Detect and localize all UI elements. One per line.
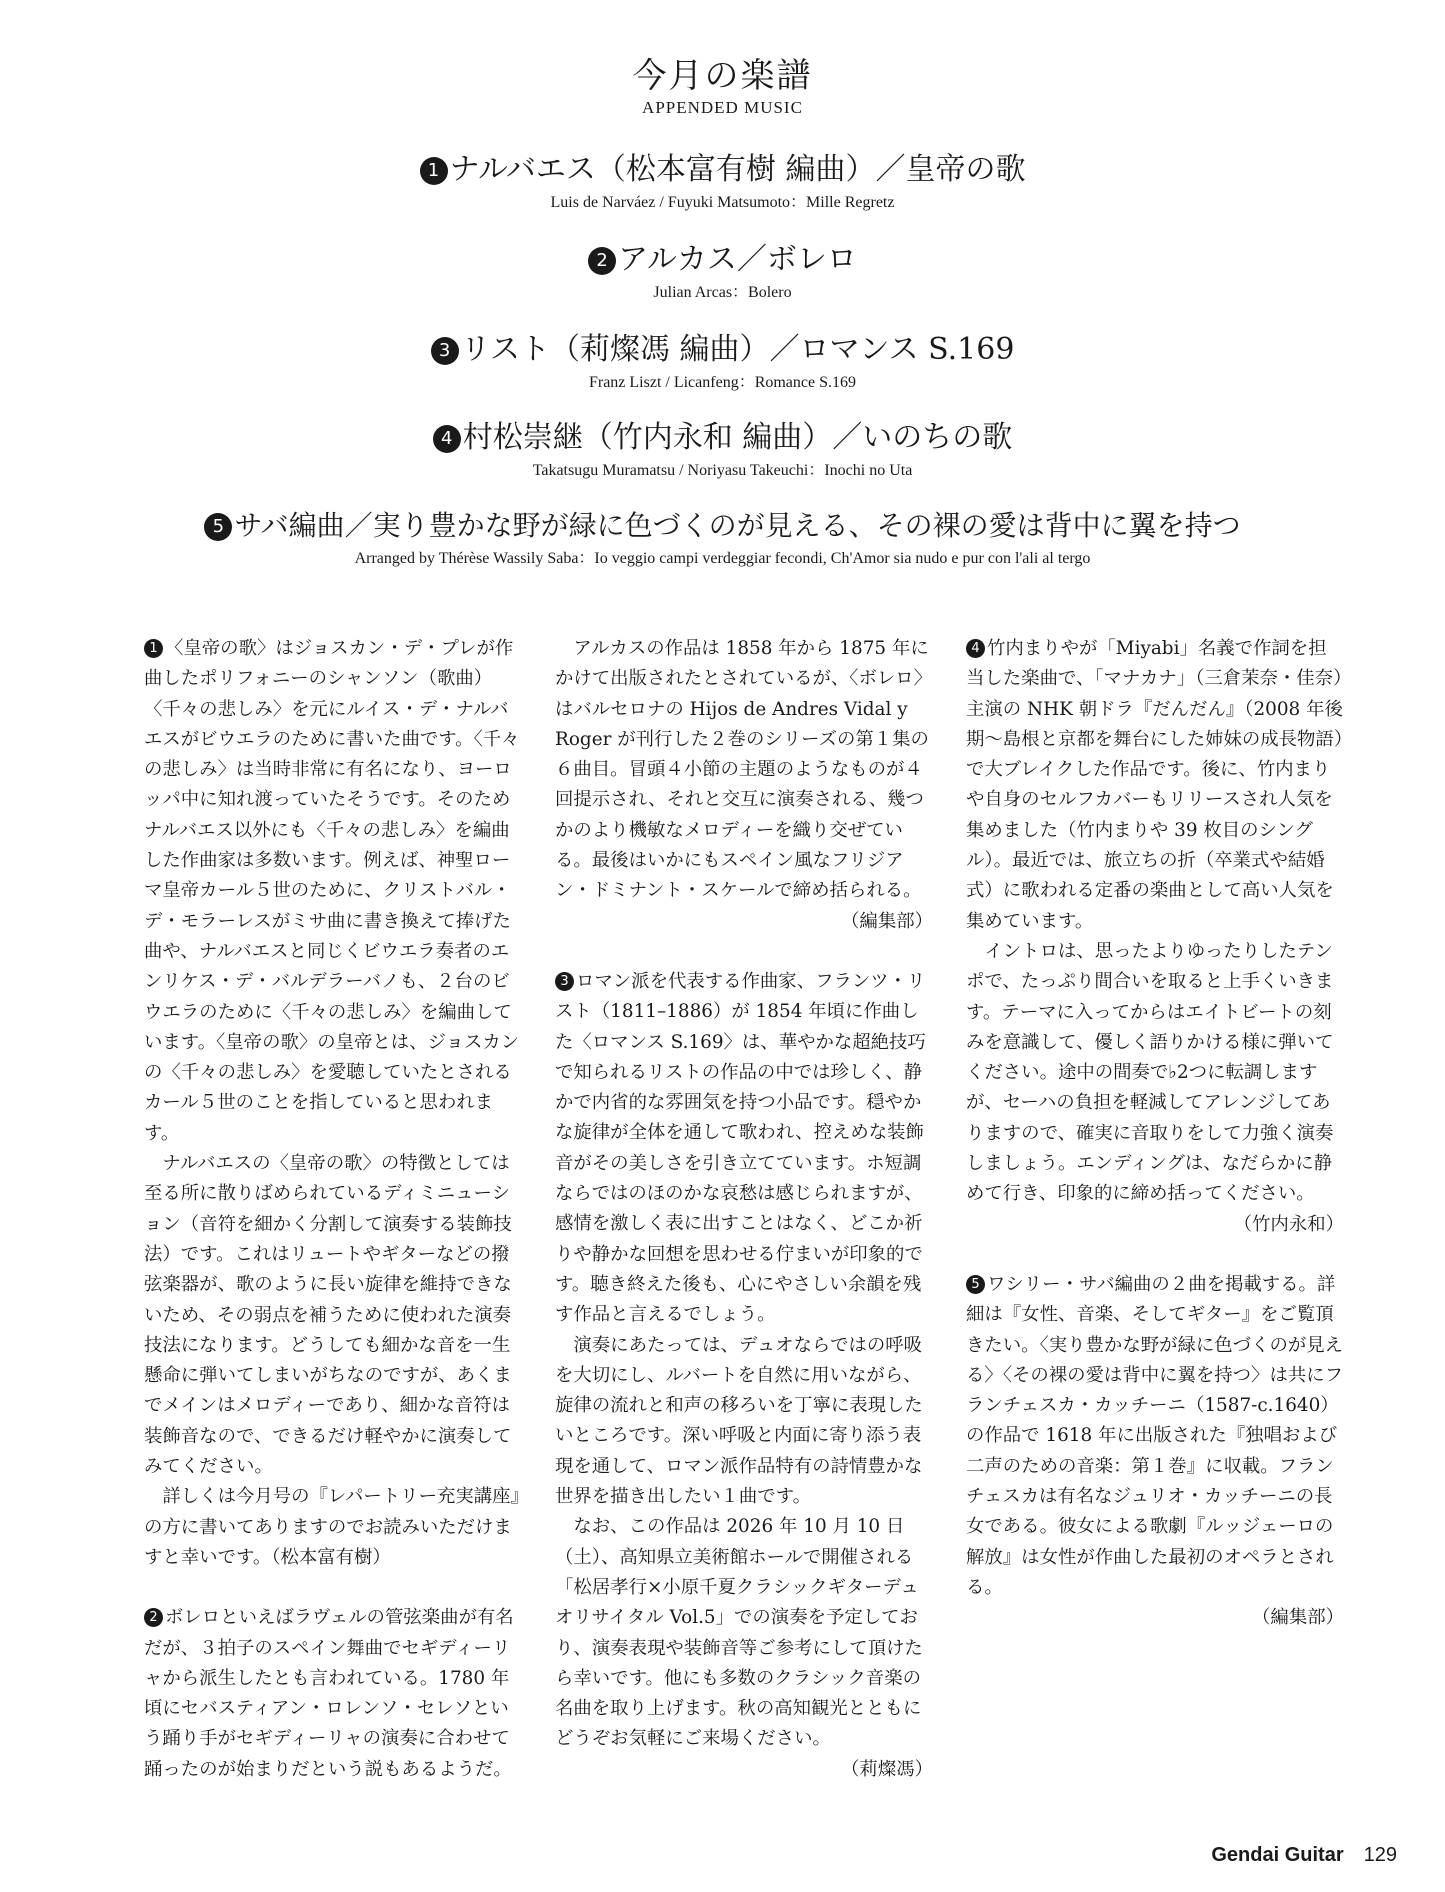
entry-subtitle: Franz Liszt / Licanfeng：Romance S.169: [588, 374, 857, 391]
article-paragraph: ボレロといえばラヴェルの管弦楽曲が有名だが、３拍子のスペイン舞曲でセギディーリャから派生したとも言われている。1780 年頃にセバスティアン・ロレンソ・セレソという踊り手がセギディーリャの演奏に合わせて踊ったのが始まりだという説もあるようだ。: [144, 1607, 514, 1780]
article-paragraph: アルカスの作品は 1858 年から 1875 年にかけて出版されたとされているが、〈ボレロ〉はバルセロナの Hijos de Andres Vidal y Roger が刊行した２巻のシリーズの第１集の６曲目。冒頭４小節の主題のようなものが４回提示され、それと交互に演奏される、幾つかのより機敏なメロディーを織り交ぜている。最後はいかにもスペイン風なフリジアン・ドミナント・スケールで締め括られる。: [555, 638, 933, 902]
article-paragraph: ナルバエスの〈皇帝の歌〉の特徴としては至る所に散りばめられているディミニューション（音符を細かく分割して演奏する装飾技法）です。これはリュートやギターなどの撥弦楽器が、歌のように長い旋律を維持できないため、その弱点を補うために使われた演奏技法になります。どうしても細かな音を一生懸命に弾いてしまいがちなのですが、あくまでメインはメロディーであり、細かな音符は装飾音なので、できるだけ軽やかに演奏してみてください。: [144, 1153, 512, 1478]
entry-title: ナルバエス（松本富有樹 編曲）／皇帝の歌: [449, 152, 1026, 187]
article-paragraph: 演奏にあたっては、デュオならではの呼吸を大切にし、ルバートを自然に用いながら、旋律の流れと和声の移ろいを丁寧に表現したいところです。深い呼吸と内面に寄り添う表現を通して、ロマン派作品特有の詩情豊かな世界を描き出したい１曲です。: [555, 1334, 923, 1508]
article-paragraph: ロマン派を代表する作曲家、フランツ・リスト（1811–1886）が 1854 年頃に作曲した〈ロマンス S.169〉は、華やかな超絶技巧で知られるリストの作品の中では珍しく、静かで内省的な雰囲気を持つ小品です。穏やかな旋律が全体を通して歌われ、控えめな装飾音がその美しさを引き立てています。ホ短調ならではのほのかな哀愁は感じられますが、感情を激しく表に出すことはなく、どこか祈りや静かな回想を思わせる佇まいが印象的です。聴き終えた後も、心にやさしい余韻を残す作品と言えるでしょう。: [555, 970, 926, 1326]
article-paragraph: 〈皇帝の歌〉はジョスカン・デ・プレが作曲したポリフォニーのシャンソン（歌曲）〈千々の悲しみ〉を元にルイス・デ・ナルバエスがビウエラのために書いた曲です。〈千々の悲しみ〉は当時非常に有名になり、ヨーロッパ中に知れ渡っていたそうです。そのためナルバエス以外にも〈千々の悲しみ〉を編曲した作曲家は多数います。例えば、神聖ローマ皇帝カール５世のために、クリストバル・デ・モラーレスがミサ曲に書き換えて捧げた曲や、ナルバエスと同じくビウエラ奏者のエンリケス・デ・バルデラーバノも、２台のビウエラのために〈千々の悲しみ〉を編曲しています。〈皇帝の歌〉の皇帝とは、ジョスカンの〈千々の悲しみ〉を愛聴していたとされるカール５世のことを指していると思われます。: [144, 638, 520, 1144]
number-badge: 3: [431, 337, 459, 365]
number-badge: 4: [966, 639, 985, 658]
article-2-start: [144, 1603, 522, 1785]
author-signature: （編集部）: [841, 910, 933, 932]
number-badge: 2: [588, 247, 616, 275]
entry-title: 村松崇継（竹内永和 編曲）／いのちの歌: [462, 420, 1013, 455]
music-entry-1: [0, 150, 1445, 214]
author-signature: （莉燦馮）: [841, 1758, 933, 1780]
page-number: 129: [1363, 1844, 1397, 1866]
number-badge: 1: [144, 639, 163, 658]
article-paragraph: 詳しくは今月号の『レパートリー充実講座』の方に書いてありますのでお読みいただけますと幸いです。: [144, 1486, 520, 1568]
text-column-3: [966, 634, 1344, 1634]
article-paragraph: なお、この作品は 2026 年 10 月 10 日（土）、高知県立美術館ホールで開催される「松居孝行×小原千夏クラシックギターデュオリサイタル Vol.5」での演奏を予定しており、演奏表現や装飾音等ご参考にして頂けたら幸いです。他にも多数のクラシック音楽の名曲を取り上げます。秋の高知観光とともにどうぞお気軽にご来場ください。: [555, 1516, 923, 1750]
author-signature: （松本富有樹）: [271, 1546, 391, 1568]
author-signature: （竹内永和）: [1233, 1213, 1344, 1235]
article-2-continued: [555, 634, 933, 937]
entry-subtitle: Julian Arcas：Bolero: [653, 284, 792, 301]
article-4: [966, 634, 1344, 1240]
page-footer: [1211, 1844, 1397, 1867]
entry-title: アルカス／ボレロ: [618, 242, 857, 277]
entry-subtitle: Arranged by Thérèse Wassily Saba：Io veggio campi verdeggiar fecondi, Ch'Amor sia nudo e pur con l'ali al tergo: [354, 550, 1091, 567]
music-entry-2: [0, 240, 1445, 304]
number-badge: 5: [966, 1275, 985, 1294]
author-signature: （編集部）: [1252, 1607, 1344, 1629]
article-paragraph: ワシリー・サバ編曲の２曲を掲載する。詳細は『女性、音楽、そしてギター』をご覧頂きたい。〈実り豊かな野が緑に色づくのが見える〉〈その裸の愛は背中に翼を持つ〉は共にフランチェスカ・カッチーニ（1587-c.1640）の作品で 1618 年に出版された『独唱および二声のための音楽：第１巻』に収載。フランチェスカは有名なジュリオ・カッチーニの長女である。彼女による歌劇『ルッジェーロの解放』は女性が作曲した最初のオペラとされる。: [966, 1273, 1344, 1598]
page-subtitle: APPENDED MUSIC: [642, 98, 803, 117]
entry-title: サバ編曲／実り豊かな野が緑に色づくのが見える、その裸の愛は背中に翼を持つ: [234, 509, 1241, 542]
article-5: [966, 1270, 1344, 1634]
entry-title: リスト（莉燦馮 編曲）／ロマンス S.169: [460, 332, 1015, 367]
number-badge: 3: [555, 972, 574, 991]
text-column-1: [144, 634, 522, 1785]
article-paragraph: イントロは、思ったよりゆったりしたテンポで、たっぷり間合いを取ると上手くいきます。テーマに入ってからはエイトビートの刻みを意識して、優しく語りかける様に弾いてください。途中の間奏で♭2つに転調しますが、セーハの負担を軽減してアレンジしてありますので、確実に音取りをして力強く演奏しましょう。エンディングは、なだらかに静めて行き、印象的に締め括ってください。: [966, 940, 1334, 1205]
magazine-name: Gendai Guitar: [1211, 1844, 1344, 1866]
music-entry-3: [0, 330, 1445, 394]
article-3: [555, 967, 933, 1785]
number-badge: 4: [433, 425, 461, 453]
entry-subtitle: Takatsugu Muramatsu / Noriyasu Takeuchi：Inochi no Uta: [532, 462, 913, 479]
number-badge: 2: [144, 1608, 163, 1627]
article-paragraph: 竹内まりやが「Miyabi」名義で作詞を担当した楽曲で、「マナカナ」（三倉茉奈・佳奈）主演の NHK 朝ドラ『だんだん』（2008 年後期〜島根と京都を舞台にした姉妹の成長物語）で大ブレイクした作品です。後に、竹内まりや自身のセルフカバーもリリースされ人気を集めました（竹内まりや 39 枚目のシングル）。最近では、旅立ちの折（卒業式や結婚式）に歌われる定番の楽曲として高い人気を集めています。: [966, 638, 1344, 932]
article-1: [144, 634, 522, 1573]
number-badge: 1: [420, 157, 448, 185]
text-column-2: [555, 634, 933, 1785]
music-entry-5: [0, 506, 1445, 570]
music-entry-4: [0, 418, 1445, 482]
entry-subtitle: Luis de Narváez / Fuyuki Matsumoto：Mille Regretz: [550, 194, 895, 211]
number-badge: 5: [204, 513, 232, 541]
page-title: 今月の楽譜: [632, 56, 813, 96]
